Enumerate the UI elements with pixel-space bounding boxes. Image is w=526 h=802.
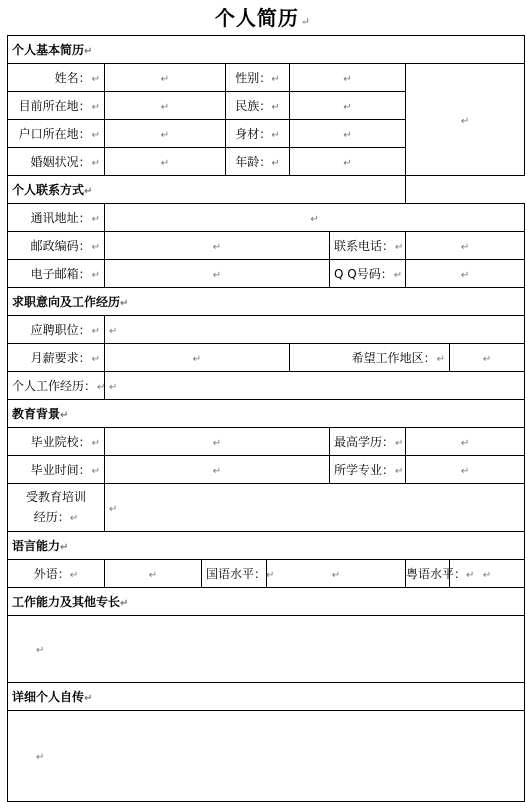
paragraph-mark-icon: ↵ xyxy=(482,353,492,365)
paragraph-mark-icon: ↵ xyxy=(84,693,93,704)
label-ethnicity: 民族：↵ xyxy=(226,92,290,120)
label-phone: 联系电话：↵ xyxy=(330,232,406,260)
paragraph-mark-icon: ↵ xyxy=(60,542,69,553)
paragraph-mark-icon: ↵ xyxy=(120,598,129,609)
label-cantonese: 粤语水平：↵ xyxy=(406,560,450,588)
paragraph-mark-icon: ↵ xyxy=(271,74,280,85)
salary-field[interactable] xyxy=(105,344,290,372)
paragraph-mark-icon: ↵ xyxy=(160,73,170,85)
label-training: 受教育培训 经历：↵ xyxy=(8,484,105,532)
paragraph-mark-icon: ↵ xyxy=(97,382,106,393)
paragraph-mark-icon: ↵ xyxy=(109,381,118,393)
paragraph-mark-icon: ↵ xyxy=(460,269,470,281)
label-email: 电子邮箱：↵ xyxy=(8,260,105,288)
paragraph-mark-icon: ↵ xyxy=(91,102,100,113)
paragraph-mark-icon: ↵ xyxy=(160,101,170,113)
phone-field[interactable] xyxy=(406,232,525,260)
postcode-field[interactable] xyxy=(105,232,330,260)
page-title: 个人简历 ↵ xyxy=(214,6,312,30)
paragraph-mark-icon: ↵ xyxy=(91,466,100,477)
ethnicity-field[interactable] xyxy=(290,92,406,120)
address-field[interactable] xyxy=(105,204,525,232)
paragraph-mark-icon: ↵ xyxy=(393,270,403,281)
paragraph-mark-icon: ↵ xyxy=(460,241,470,253)
training-field[interactable] xyxy=(105,484,525,532)
paragraph-mark-icon: ↵ xyxy=(460,465,470,477)
paragraph-mark-icon: ↵ xyxy=(460,115,470,127)
paragraph-mark-icon: ↵ xyxy=(331,569,341,581)
paragraph-mark-icon: ↵ xyxy=(36,645,45,656)
spacer xyxy=(406,176,525,204)
skills-textarea[interactable] xyxy=(8,616,525,683)
label-grad-time: 毕业时间：↵ xyxy=(8,456,105,484)
section-contact: 个人联系方式↵ xyxy=(8,176,406,204)
hukou-field[interactable] xyxy=(105,120,226,148)
label-region: 希望工作地区：↵ xyxy=(290,344,450,372)
paragraph-mark-icon: ↵ xyxy=(343,101,352,113)
paragraph-mark-icon: ↵ xyxy=(91,74,100,85)
paragraph-mark-icon: ↵ xyxy=(109,503,118,515)
paragraph-mark-icon: ↵ xyxy=(160,157,170,169)
paragraph-mark-icon: ↵ xyxy=(60,410,69,421)
paragraph-mark-icon: ↵ xyxy=(271,158,280,169)
paragraph-mark-icon: ↵ xyxy=(212,269,222,281)
paragraph-mark-icon: ↵ xyxy=(343,157,352,169)
section-basic: 个人基本简历↵ xyxy=(8,36,525,64)
paragraph-mark-icon: ↵ xyxy=(91,130,100,141)
gender-field[interactable] xyxy=(290,64,406,92)
paragraph-mark-icon: ↵ xyxy=(436,354,445,365)
paragraph-mark-icon: ↵ xyxy=(69,512,79,524)
region-field[interactable] xyxy=(450,344,525,372)
label-name: 姓名：↵ xyxy=(8,64,105,92)
paragraph-mark-icon: ↵ xyxy=(192,353,202,365)
label-postcode: 邮政编码：↵ xyxy=(8,232,105,260)
paragraph-mark-icon: ↵ xyxy=(466,570,475,581)
foreign-field[interactable] xyxy=(105,560,202,588)
paragraph-mark-icon: ↵ xyxy=(148,569,158,581)
qq-field[interactable] xyxy=(406,260,525,288)
label-salary: 月薪要求：↵ xyxy=(8,344,105,372)
paragraph-mark-icon: ↵ xyxy=(84,186,93,197)
paragraph-mark-icon: ↵ xyxy=(36,752,45,763)
email-field[interactable] xyxy=(105,260,330,288)
paragraph-mark-icon: ↵ xyxy=(212,465,222,477)
paragraph-mark-icon: ↵ xyxy=(300,15,312,28)
paragraph-mark-icon: ↵ xyxy=(91,438,100,449)
label-degree: 最高学历：↵ xyxy=(330,428,406,456)
marital-field[interactable] xyxy=(105,148,226,176)
paragraph-mark-icon: ↵ xyxy=(69,570,79,581)
paragraph-mark-icon: ↵ xyxy=(91,354,100,365)
paragraph-mark-icon: ↵ xyxy=(482,569,492,581)
label-foreign: 外语：↵ xyxy=(8,560,105,588)
paragraph-mark-icon: ↵ xyxy=(266,570,275,581)
paragraph-mark-icon: ↵ xyxy=(109,325,118,337)
label-location: 目前所在地：↵ xyxy=(8,92,105,120)
label-experience: 个人工作经历：↵ xyxy=(8,372,105,400)
paragraph-mark-icon: ↵ xyxy=(212,437,222,449)
label-position: 应聘职位：↵ xyxy=(8,316,105,344)
paragraph-mark-icon: ↵ xyxy=(91,242,100,253)
section-skills: 工作能力及其他专长↵ xyxy=(8,588,525,616)
paragraph-mark-icon: ↵ xyxy=(271,130,280,141)
mandarin-field[interactable] xyxy=(267,560,406,588)
paragraph-mark-icon: ↵ xyxy=(91,214,100,225)
paragraph-mark-icon: ↵ xyxy=(343,129,352,141)
paragraph-mark-icon: ↵ xyxy=(212,241,222,253)
paragraph-mark-icon: ↵ xyxy=(395,242,404,253)
section-edu: 教育背景↵ xyxy=(8,400,525,428)
section-lang: 语言能力↵ xyxy=(8,532,525,560)
paragraph-mark-icon: ↵ xyxy=(460,437,470,449)
major-field[interactable] xyxy=(406,456,525,484)
resume-table xyxy=(7,35,525,802)
school-field[interactable] xyxy=(105,428,330,456)
label-address: 通讯地址：↵ xyxy=(8,204,105,232)
paragraph-mark-icon: ↵ xyxy=(91,326,100,337)
paragraph-mark-icon: ↵ xyxy=(271,102,280,113)
name-field[interactable] xyxy=(105,64,226,92)
label-major: 所学专业：↵ xyxy=(330,456,406,484)
age-field[interactable] xyxy=(290,148,406,176)
section-job: 求职意向及工作经历↵ xyxy=(8,288,525,316)
label-age: 年龄：↵ xyxy=(226,148,290,176)
position-field[interactable] xyxy=(105,316,525,344)
label-marital: 婚姻状况：↵ xyxy=(8,148,105,176)
label-hukou: 户口所在地：↵ xyxy=(8,120,105,148)
paragraph-mark-icon: ↵ xyxy=(120,298,129,309)
paragraph-mark-icon: ↵ xyxy=(395,466,404,477)
self-intro-textarea[interactable] xyxy=(8,711,525,802)
experience-field[interactable] xyxy=(105,372,525,400)
figure-field[interactable] xyxy=(290,120,406,148)
paragraph-mark-icon: ↵ xyxy=(310,213,319,225)
label-qq: Q Q号码：↵ xyxy=(330,260,406,288)
paragraph-mark-icon: ↵ xyxy=(91,158,100,169)
label-mandarin: 国语水平：↵ xyxy=(202,560,267,588)
label-school: 毕业院校：↵ xyxy=(8,428,105,456)
paragraph-mark-icon: ↵ xyxy=(395,438,404,449)
photo-cell xyxy=(406,64,525,176)
location-field[interactable] xyxy=(105,92,226,120)
paragraph-mark-icon: ↵ xyxy=(160,129,170,141)
label-figure: 身材：↵ xyxy=(226,120,290,148)
label-gender: 性别：↵ xyxy=(226,64,290,92)
paragraph-mark-icon: ↵ xyxy=(84,46,93,57)
section-self: 详细个人自传↵ xyxy=(8,683,525,711)
paragraph-mark-icon: ↵ xyxy=(343,73,352,85)
grad-time-field[interactable] xyxy=(105,456,330,484)
paragraph-mark-icon: ↵ xyxy=(91,270,100,281)
degree-field[interactable] xyxy=(406,428,525,456)
